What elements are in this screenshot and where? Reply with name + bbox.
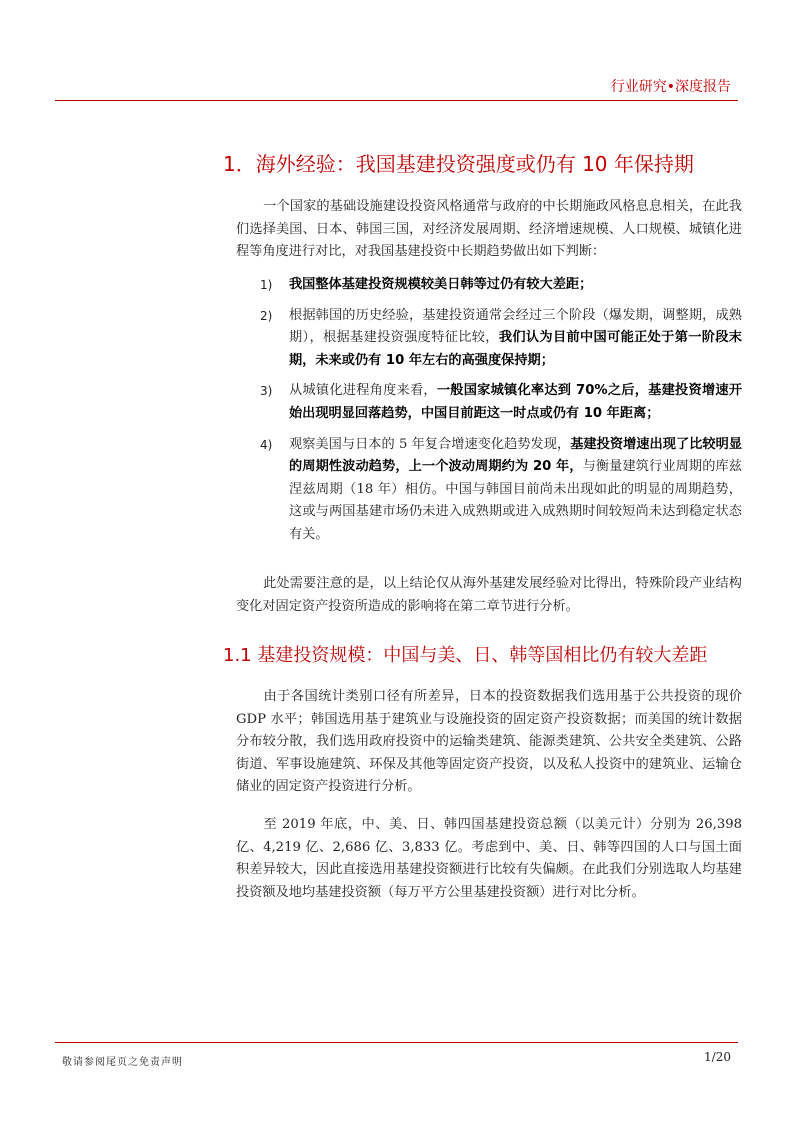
list-number: 4) [260, 437, 273, 452]
section-1-1-paragraph-2: 至 2019 年底，中、美、日、韩四国基建投资总额（以美元计）分别为 26,398 亿、4,219 亿、2,686 亿、3,833 亿。考虑到中、美、日、韩等四国的人口与国土面积差异较大，因此直接选用基建投资额进行比较有失偏颇。在此我们分别选取人均基建投资额及地均基建投资额（每万平方公里基建投资额）进行对比分析。 [236, 817, 742, 900]
list-item: 2) 根据韩国的历史经验，基建投资通常会经过三个阶段（爆发期，调整期，成熟期），根据基建投资强度特征比较，我们认为目前中国可能正处于第一阶段末期，未来或仍有 10 年左右的高强度保持期； [236, 305, 742, 373]
footer-divider [55, 1042, 738, 1043]
footer-disclaimer: 敬请参阅尾页之免责声明 [62, 1057, 183, 1068]
list-item: 4) 观察美国与日本的 5 年复合增速变化趋势发现，基建投资增速出现了比较明显的周期性波动趋势，上一个波动周期约为 20 年，与衡量建筑行业周期的库兹涅兹周期（18 年）相仿。中国与韩国目前尚未出现如此的明显的周期趋势，这或与两国基建市场仍未进入成熟期或进入成熟期时间较短尚未达到稳定状态有关。 [236, 434, 742, 547]
section-1-title: 1．海外经验：我国基建投资强度或仍有 10 年保持期 [223, 152, 694, 176]
list-item: 1) 我国整体基建投资规模较美日韩等过仍有较大差距； [236, 274, 742, 297]
section-1-1-paragraph-1: 由于各国统计类别口径有所差异，日本的投资数据我们选用基于公共投资的现价 GDP 水平；韩国选用基于建筑业与设施投资的固定资产投资数据；而美国的统计数据分布较分散，我们选用政府投资中的运输类建筑、能源类建筑、公共安全类建筑、公路街道、军事设施建筑、环保及其他等固定资产投资，以及私人投资中的建筑业、运输仓储业的固定资产投资进行分析。 [236, 689, 742, 795]
list-number: 1) [260, 278, 273, 292]
section-1-intro: 一个国家的基础设施建设投资风格通常与政府的中长期施政风格息息相关，在此我们选择美国、日本、韩国三国，对经济发展周期、经济增速规模、人口规模、城镇化进程等角度进行对比，对我国基建投资中长期趋势做出如下判断： [236, 199, 742, 260]
judgement-list [236, 274, 742, 555]
section-1-note: 此处需要注意的是，以上结论仅从海外基建发展经验对比得出，特殊阶段产业结构变化对固定资产投资所造成的影响将在第二章节进行分析。 [236, 576, 742, 614]
header-label: 行业研究•深度报告 [610, 79, 731, 95]
list-item: 3) 从城镇化进程角度来看，一般国家城镇化率达到 70%之后，基建投资增速开始出现明显回落趋势，中国目前距这一时点或仍有 10 年距离； [236, 380, 742, 425]
section-1-1-title: 1.1 基建投资规模：中国与美、日、韩等国相比仍有较大差距 [223, 645, 708, 666]
header-divider [55, 100, 738, 101]
list-number: 2) [260, 308, 273, 323]
list-number: 3) [260, 384, 273, 399]
page-number: 1/20 [704, 1050, 731, 1064]
